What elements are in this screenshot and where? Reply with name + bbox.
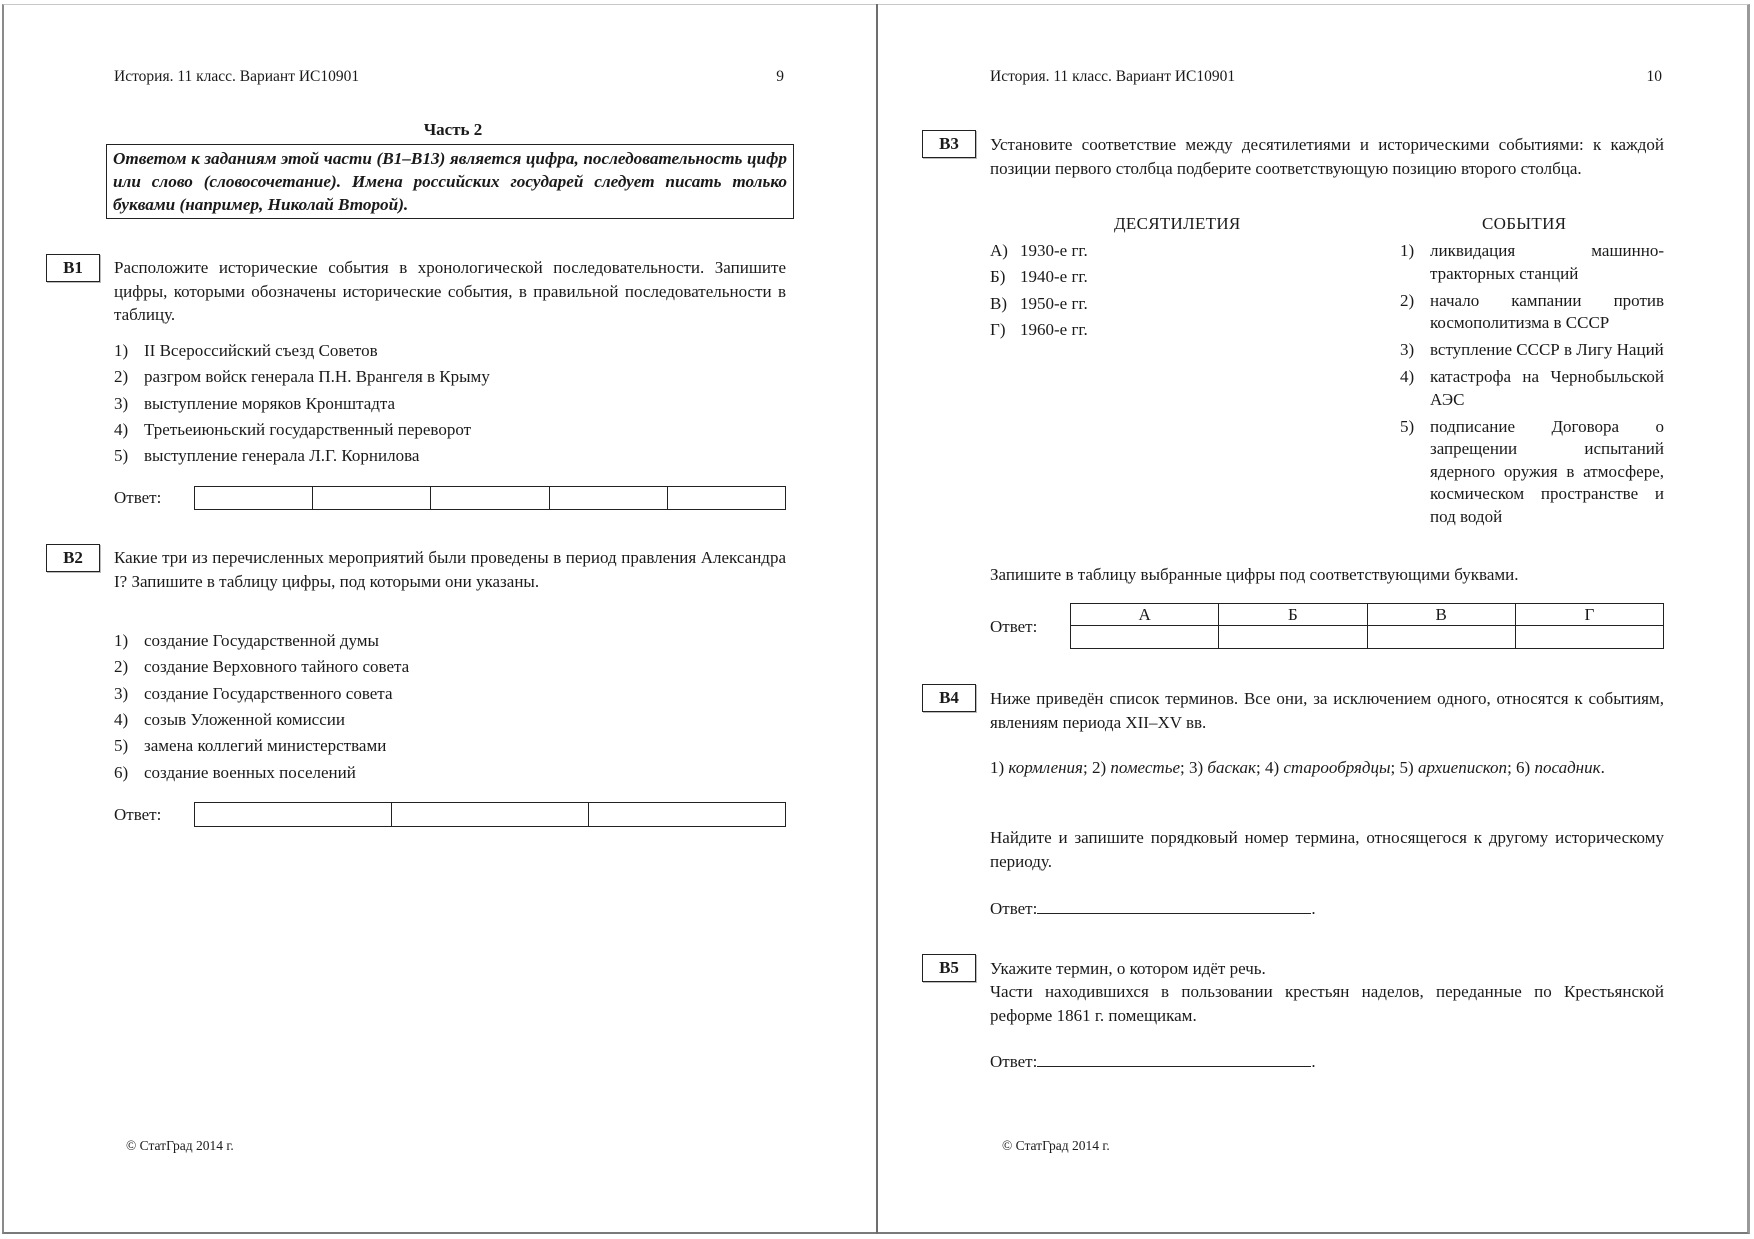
list-item: 1) II Всероссийский съезд Советов <box>114 341 378 361</box>
answer-cell[interactable] <box>195 487 313 510</box>
answer-label-b2: Ответ: <box>114 805 162 824</box>
list-item: Б) 1940-е гг. <box>990 267 1088 287</box>
list-item: 2) создание Верховного тайного совета <box>114 657 410 677</box>
list-item: 3) выступление моряков Кронштадта <box>114 393 396 413</box>
page-9 <box>0 0 876 1239</box>
list-item: 3) создание Государственного совета <box>114 683 393 703</box>
task-prompt-b3: Установите соответствие между десятилетиями и историческими событиями: к каждой позиции первого столбца подберите соответствующую позицию второго столбца. <box>990 135 1664 178</box>
b2-options-list <box>114 628 786 786</box>
answer-cell[interactable] <box>1515 626 1663 649</box>
question-b4: Найдите и запишите порядковый номер термина, относящегося к другому историческому периоду. <box>990 828 1664 871</box>
table-instruction-b3: Запишите в таблицу выбранные цифры под соответствующими буквами. <box>990 565 1519 584</box>
answer-header: Г <box>1515 604 1663 626</box>
copyright-footer: © СтатГрад 2014 г. <box>126 1138 234 1153</box>
description-b5: Части находившихся в пользовании крестьян наделов, переданные по Крестьянской реформе 1861 г. помещикам. <box>990 982 1664 1025</box>
list-item: 5) выступление генерала Л.Г. Корнилова <box>114 446 420 466</box>
instruction-box: Ответом к заданиям этой части (В1–В13) является цифра, последовательность цифр или слово (словосочетание). Имена российских государей следует писать только буквами (например, Николай Второй). <box>106 144 794 219</box>
answer-cell[interactable] <box>1219 626 1367 649</box>
decades-heading: ДЕСЯТИЛЕТИЯ <box>1114 214 1241 233</box>
running-head: История. 11 класс. Вариант ИС10901 <box>990 68 1236 85</box>
answer-label-b4: Ответ: <box>990 899 1038 918</box>
term: посадник <box>1534 758 1601 777</box>
answer-line-b5: Ответ: . <box>990 1052 1316 1071</box>
copyright-footer: © СтатГрад 2014 г. <box>1002 1138 1110 1153</box>
answer-table-b3 <box>1070 603 1664 649</box>
task-prompt-b5: Укажите термин, о котором идёт речь. <box>990 959 1266 978</box>
task-label-b1: В1 <box>46 254 100 282</box>
answer-header: А <box>1071 604 1219 626</box>
answer-label-b1: Ответ: <box>114 488 162 507</box>
answer-label-b5: Ответ: <box>990 1052 1038 1071</box>
task-label-b5: В5 <box>922 954 976 982</box>
list-item: А) 1930-е гг. <box>990 241 1088 261</box>
running-head: История. 11 класс. Вариант ИС10901 <box>114 68 360 85</box>
task-prompt-b4: Ниже приведён список терминов. Все они, за исключением одного, относятся к событиям, явлениям периода XII–XV вв. <box>990 689 1664 732</box>
task-prompt-b1: Расположите исторические события в хронологической последовательности. Запишите цифры, которыми обозначены исторические события, в правильной последовательности в таблицу. <box>114 258 786 324</box>
list-item: 4) созыв Уложенной комиссии <box>114 710 345 730</box>
list-item: 4) катастрофа на Чернобыльской АЭС <box>1400 367 1664 409</box>
answer-label-b3: Ответ: <box>990 617 1038 636</box>
answer-cell[interactable] <box>195 803 392 827</box>
list-item: 1) создание Государственной думы <box>114 631 379 651</box>
b1-options-list <box>114 338 786 469</box>
term: кормления <box>1008 758 1083 777</box>
answer-cell[interactable] <box>589 803 786 827</box>
list-item: 5) замена коллегий министерствами <box>114 736 387 756</box>
part-title: Часть 2 <box>423 120 483 139</box>
events-list <box>1400 240 1664 533</box>
term: поместье <box>1110 758 1180 777</box>
list-item: 6) создание военных поселений <box>114 762 356 782</box>
events-heading: СОБЫТИЯ <box>1482 214 1567 233</box>
answer-header: Б <box>1219 604 1367 626</box>
answer-line-b4: Ответ: . <box>990 899 1316 918</box>
term: баскак <box>1207 758 1256 777</box>
term: архиепископ <box>1417 758 1508 777</box>
task-prompt-b2: Какие три из перечисленных мероприятий были проведены в период правления Александра I? Запишите в таблицу цифры, под которыми они указаны. <box>114 548 786 591</box>
answer-cell[interactable] <box>431 487 549 510</box>
answer-cell[interactable] <box>392 803 589 827</box>
terms-list-b4: 1) кормления; 2) поместье; 3) баскак; 4) старообрядцы; 5) архиепископ; 6) посадник. <box>990 758 1605 777</box>
list-item: Г) 1960-е гг. <box>990 320 1088 340</box>
task-label-b2: В2 <box>46 544 100 572</box>
answer-table-b1 <box>194 486 786 510</box>
page-number: 10 <box>1646 68 1662 85</box>
list-item: 2) разгром войск генерала П.Н. Врангеля в Крыму <box>114 367 490 387</box>
list-item: 5) подписание Договора о запрещении испытаний ядерного оружия в атмосфере, космическом пространстве и под водой <box>1400 416 1664 526</box>
list-item: В) 1950-е гг. <box>990 293 1088 313</box>
task-label-b4: В4 <box>922 684 976 712</box>
answer-cell[interactable] <box>1367 626 1515 649</box>
list-item: 3) вступление СССР в Лигу Наций <box>1400 340 1664 359</box>
answer-table-b2 <box>194 802 786 827</box>
answer-cell[interactable] <box>667 487 785 510</box>
answer-input-b4[interactable] <box>1037 897 1311 914</box>
list-item: 4) Третьеиюньский государственный переворот <box>114 420 472 440</box>
list-item: 2) начало кампании против космополитизма в СССР <box>1400 290 1664 332</box>
list-item: 1) ликвидация машинно-тракторных станций <box>1400 241 1664 283</box>
task-label-b3: В3 <box>922 130 976 158</box>
answer-input-b5[interactable] <box>1037 1050 1311 1067</box>
page-number: 9 <box>776 68 784 85</box>
answer-cell[interactable] <box>1071 626 1219 649</box>
answer-cell[interactable] <box>313 487 431 510</box>
decades-list <box>990 238 1230 343</box>
term: старообрядцы <box>1283 758 1391 777</box>
page-10 <box>878 0 1754 1239</box>
answer-header: В <box>1367 604 1515 626</box>
answer-cell[interactable] <box>549 487 667 510</box>
